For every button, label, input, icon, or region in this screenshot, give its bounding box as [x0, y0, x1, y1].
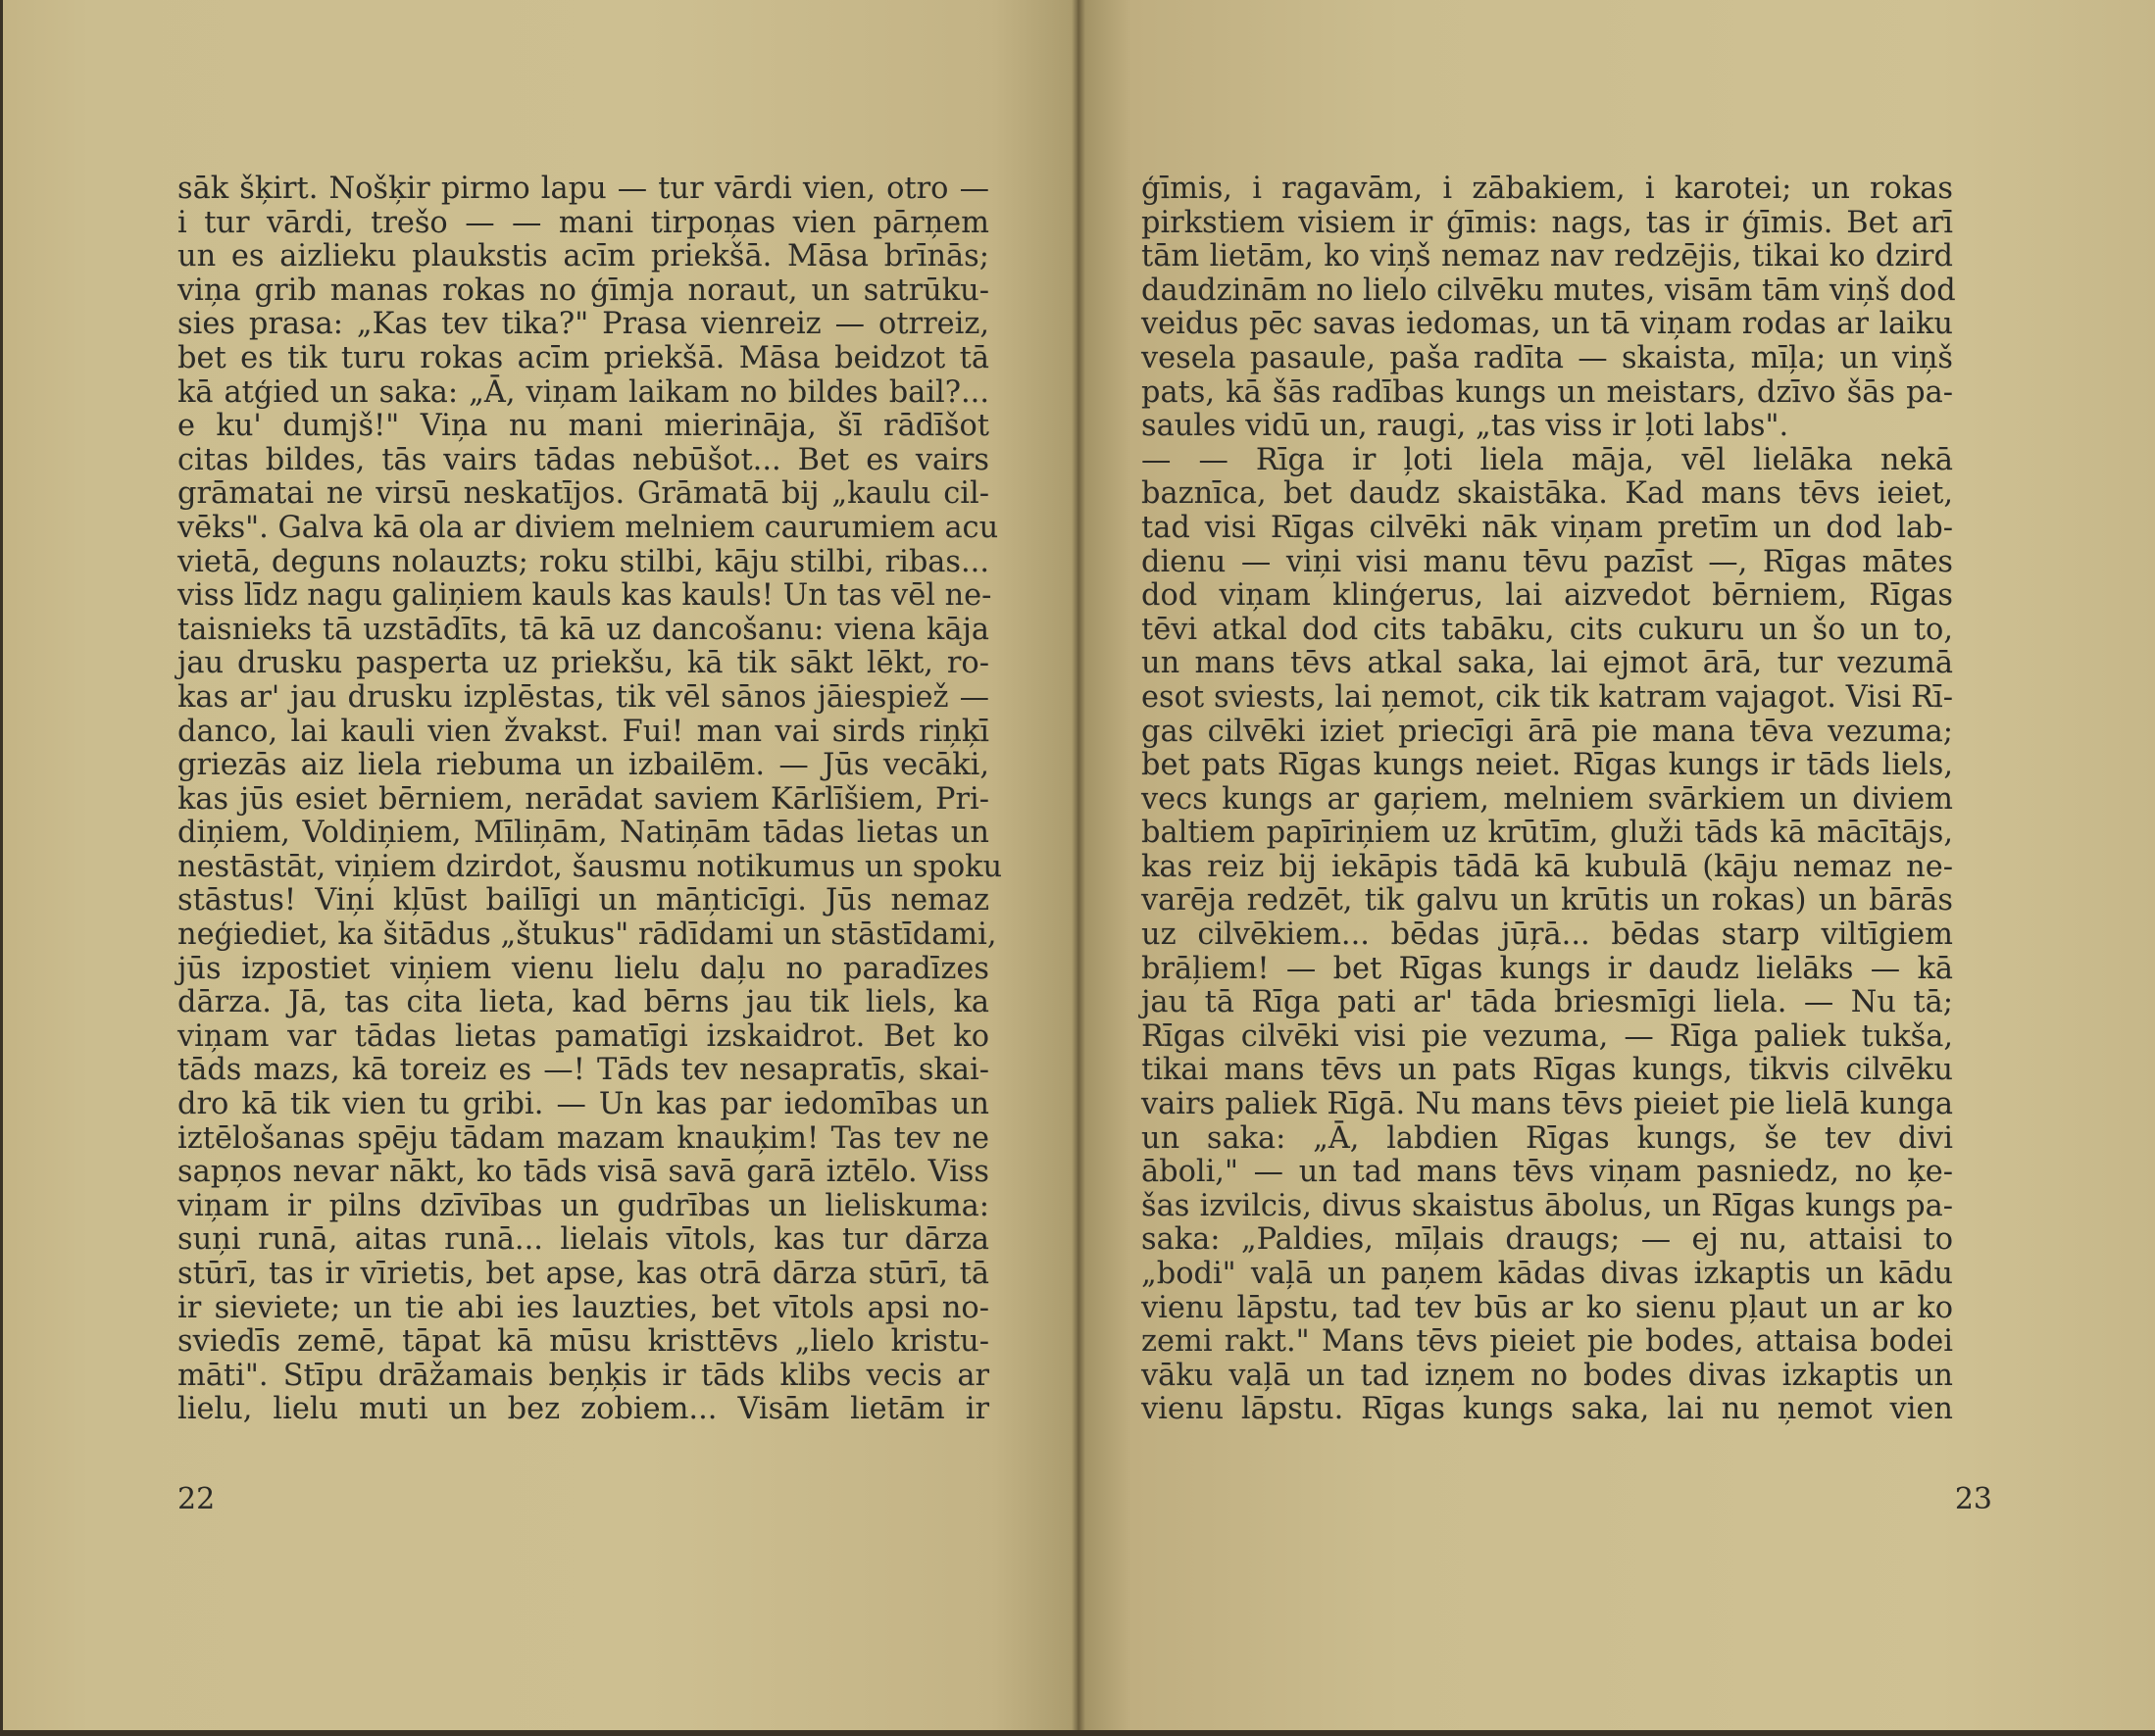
text-line: zemi rakt." Mans tēvs pieiet pie bodes, attaisa bodei	[1141, 1324, 1953, 1360]
text-line: i tur vārdi, trešo — — mani tirpoņas vien pārņem	[177, 205, 989, 240]
text-line: vāku vaļā un tad izņem no bodes divas izkaptis un	[1141, 1358, 1953, 1393]
text-line: Rīgas cilvēki visi pie vezuma, — Rīga paliek tukša,	[1141, 1018, 1953, 1054]
right-page-text	[1141, 172, 1956, 1427]
text-line: jūs izpostiet viņiem vienu lielu daļu no paradīzes	[177, 951, 989, 986]
text-line: daudzinām no lielo cilvēku mutes, visām tām viņš dod	[1141, 273, 1956, 308]
text-line: vecs kungs ar gaŗiem, melniem svārkiem un diviem	[1141, 781, 1953, 817]
text-line: suņi runā, aitas runā... lielais vītols, kas tur dārza	[177, 1222, 989, 1258]
text-line: pirkstiem visiem ir ģīmis: nags, tas ir ģīmis. Bet arī	[1141, 205, 1953, 240]
text-line: stūrī, tas ir vīrietis, bet apse, kas otrā dārza stūrī, tā	[177, 1257, 989, 1291]
right-page-number: 23	[1954, 1482, 1992, 1516]
text-line: un mans tēvs atkal saka, lai ejmot ārā, tur vezumā	[1141, 646, 1953, 681]
text-line: tēvi atkal dod cits tabāku, cits cukuru un šo un to,	[1141, 612, 1953, 647]
text-line: uz cilvēkiem... bēdas jūŗā... bēdas starp viltīgiem	[1141, 918, 1953, 953]
text-line: lielu, lielu muti un bez zobiem... Visām lietām ir	[177, 1392, 989, 1427]
text-line: sapņos nevar nākt, ko tāds visā savā garā iztēlo. Viss	[177, 1155, 989, 1190]
text-line: un saka: „Ā, labdien Rīgas kungs, še tev divi	[1141, 1120, 1953, 1156]
text-line: vienu lāpstu, tad tev būs ar ko sienu pļaut un ar ko	[1141, 1290, 1953, 1325]
text-line: „bodi" vaļā un paņem kādas divas izkaptis un kādu	[1141, 1257, 1953, 1291]
text-line: dārza. Jā, tas cita lieta, kad bērns jau tik liels, ka	[177, 985, 989, 1020]
text-line: kā atģied un saka: „Ā, viņam laikam no bildes bail?...	[177, 374, 989, 410]
left-page-number: 22	[177, 1482, 216, 1516]
text-line: diņiem, Voldiņiem, Mīliņām, Natiņām tādas lietas un	[177, 816, 989, 851]
text-line: neģiediet, ka šitādus „štukus" rādīdami un stāstīdami,	[177, 918, 997, 953]
text-line: saules vidū un, raugi, „tas viss ir ļoti labs".	[1141, 409, 1789, 444]
text-line: un es aizlieku plaukstis acīm priekšā. Māsa brīnās;	[177, 239, 989, 274]
text-line: vairs paliek Rīgā. Nu mans tēvs pieiet pie lielā kunga	[1141, 1087, 1953, 1122]
text-line: sies prasa: „Kas tev tika?" Prasa vienreiz — otrreiz,	[177, 307, 989, 342]
text-line: pats, kā šās radības kungs un meistars, dzīvo šās pa-	[1141, 374, 1953, 410]
text-line: tām lietām, ko viņš nemaz nav redzējis, tikai ko dzird	[1141, 239, 1953, 274]
text-line: e ku' dumjš!" Viņa nu mani mierināja, šī rādīšot	[177, 409, 989, 444]
text-line: tad visi Rīgas cilvēki nāk viņam pretīm un dod lab-	[1141, 510, 1953, 545]
book-gutter	[1072, 0, 1085, 1736]
text-line: vēks". Galva kā ola ar diviem melniem caurumiem acu	[177, 510, 999, 545]
text-line: sviedīs zemē, tāpat kā mūsu kristtēvs „lielo kristu-	[177, 1324, 989, 1360]
text-line: tikai mans tēvs un pats Rīgas kungs, tikvis cilvēku	[1141, 1053, 1953, 1088]
text-line: griezās aiz liela riebuma un izbailēm. — Jūs vecāki,	[177, 748, 989, 783]
left-page-text	[177, 172, 1003, 1427]
text-line: esot sviests, lai ņemot, cik tik katram vajagot. Visi Rī-	[1141, 679, 1953, 715]
text-line: jau drusku pasperta uz priekšu, kā tik sākt lēkt, ro-	[177, 646, 989, 681]
text-line: dod viņam klinģerus, lai aizvedot bērniem, Rīgas	[1141, 578, 1953, 614]
right-page	[1078, 0, 2155, 1736]
text-line: kas jūs esiet bērniem, nerādat saviem Kārlīšiem, Pri-	[177, 781, 989, 817]
text-line: varēja redzēt, tik galvu un krūtis un rokas) un bārās	[1141, 883, 1953, 918]
text-line: taisnieks tā uzstādīts, tā kā uz dancošanu: viena kāja	[177, 612, 989, 647]
text-line: šas izvilcis, divus skaistus ābolus, un Rīgas kungs pa-	[1141, 1188, 1953, 1223]
text-line: danco, lai kauli vien žvakst. Fui! man vai sirds riņķī	[177, 714, 989, 749]
text-line: citas bildes, tās vairs tādas nebūšot... Bet es vairs	[177, 442, 989, 477]
text-line: kas ar' jau drusku izplēstas, tik vēl sānos jāiespiež —	[177, 679, 989, 715]
text-line: vesela pasaule, paša radīta — skaista, mīļa; un viņš	[1141, 340, 1953, 375]
text-line: viss līdz nagu galiņiem kauls kas kauls! Un tas vēl ne-	[177, 578, 992, 614]
text-line: māti". Stīpu drāžamais beņķis ir tāds klibs vecis ar	[177, 1358, 989, 1393]
text-line: iztēlošanas spēju tādam mazam knauķim! Tas tev ne	[177, 1120, 989, 1156]
text-line: āboli," — un tad mans tēvs viņam pasniedz, no ķe-	[1141, 1155, 1953, 1190]
text-line: sāk šķirt. Nošķir pirmo lapu — tur vārdi vien, otro —	[177, 172, 989, 206]
text-line: vienu lāpstu. Rīgas kungs saka, lai nu ņemot vien	[1141, 1392, 1953, 1427]
text-line: grāmatai ne virsū neskatījos. Grāmatā bij „kaulu cil-	[177, 476, 989, 512]
text-line: viņam var tādas lietas pamatīgi izskaidrot. Bet ko	[177, 1018, 989, 1054]
text-line: gas cilvēki iziet priecīgi ārā pie mana tēva vezuma;	[1141, 714, 1953, 749]
text-line: tāds mazs, kā toreiz es —! Tāds tev nesapratīs, skai-	[177, 1053, 989, 1088]
text-line: baznīca, bet daudz skaistāka. Kad mans tēvs ieiet,	[1141, 476, 1953, 512]
text-line: baltiem papīriņiem uz krūtīm, gluži tāds kā mācītājs,	[1141, 816, 1953, 851]
text-line: jau tā Rīga pati ar' tāda briesmīgi liela. — Nu tā;	[1141, 985, 1953, 1020]
text-line: stāstus! Viņi kļūst bailīgi un māņticīgi. Jūs nemaz	[177, 883, 989, 918]
text-line: kas reiz bij iekāpis tādā kā kubulā (kāju nemaz ne-	[1141, 849, 1953, 884]
text-line: viņam ir pilns dzīvības un gudrības un lieliskuma:	[177, 1188, 989, 1223]
text-line: saka: „Paldies, mīļais draugs; — ej nu, attaisi to	[1141, 1222, 1953, 1258]
text-line: — — Rīga ir ļoti liela māja, vēl lielāka nekā	[1141, 442, 1953, 477]
text-line: dienu — viņi visi manu tēvu pazīst —, Rīgas mātes	[1141, 544, 1953, 579]
text-line: ģīmis, i ragavām, i zābakiem, i karotei; un rokas	[1141, 172, 1953, 206]
text-line: veidus pēc savas iedomas, un tā viņam rodas ar laiku	[1141, 307, 1953, 342]
text-line: nestāstāt, viņiem dzirdot, šausmu notikumus un spoku	[177, 849, 1003, 884]
page-bottom-edge	[0, 1730, 2155, 1736]
text-line: viņa grib manas rokas no ģīmja noraut, un satrūku-	[177, 273, 989, 308]
text-line: ir sieviete; un tie abi ies lauzties, bet vītols apsi no-	[177, 1290, 989, 1325]
text-line: dro kā tik vien tu gribi. — Un kas par iedomības un	[177, 1087, 989, 1122]
text-line: vietā, deguns nolauzts; roku stilbi, kāju stilbi, ribas...	[177, 544, 989, 579]
text-line: brāļiem! — bet Rīgas kungs ir daudz lielāks — kā	[1141, 951, 1953, 986]
text-line: bet es tik turu rokas acīm priekšā. Māsa beidzot tā	[177, 340, 989, 375]
text-line: bet pats Rīgas kungs neiet. Rīgas kungs ir tāds liels,	[1141, 748, 1953, 783]
